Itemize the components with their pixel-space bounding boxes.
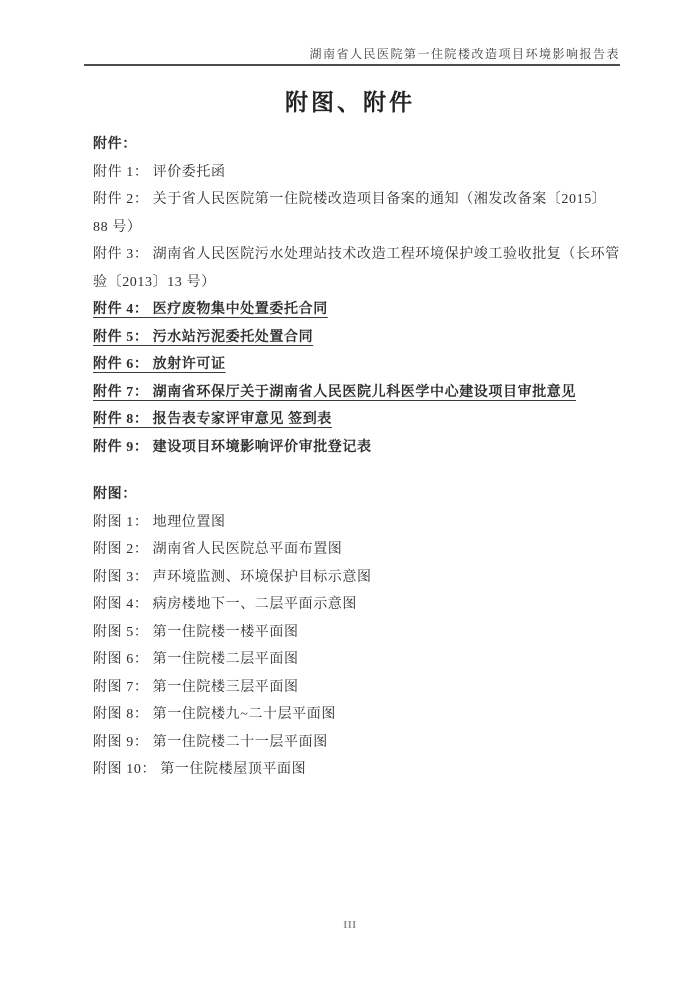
list-item [93, 296, 621, 324]
item-text: 湖南省人民医院总平面布置图 [152, 542, 343, 557]
item-text: 湖南省环保厅关于湖南省人民医院儿科医学中心建设项目审批意见 [152, 384, 577, 400]
item-text: 声环境监测、环境保护目标示意图 [152, 569, 372, 585]
list-item [93, 536, 621, 564]
item-text: 地理位置图 [152, 514, 226, 530]
item-text: 医疗废物集中处置委托合同 [152, 302, 328, 317]
item-text: 病房楼地下一、二层平面示意图 [152, 597, 358, 612]
item-label: 附件 8： [93, 412, 149, 427]
item-text: 第一住院楼三层平面图 [152, 679, 299, 695]
item-label: 附图 4： [93, 597, 149, 612]
page-content [93, 131, 621, 784]
list-item [93, 619, 621, 647]
header-title: 湖南省人民医院第一住院楼改造项目环境影响报告表 [309, 47, 620, 61]
item-text: 关于省人民医院第一住院楼改造项目备案的通知（湘发改备案〔2015〕88 号） [93, 192, 607, 235]
page-footer [0, 920, 700, 931]
item-label: 附图 5： [93, 624, 149, 640]
item-label: 附图 7： [93, 679, 149, 695]
list-item [93, 729, 621, 757]
list-item [93, 406, 621, 434]
list-item [93, 674, 621, 702]
item-text: 评价委托函 [152, 164, 226, 180]
item-label: 附图 9： [93, 734, 149, 750]
list-item [93, 591, 621, 619]
figures-section [93, 481, 621, 784]
item-label: 附件 1： [93, 164, 149, 180]
item-label: 附件 5： [93, 329, 149, 345]
item-text: 污水站污泥委托处置合同 [152, 329, 314, 345]
list-item [93, 434, 621, 462]
list-item [93, 159, 621, 187]
item-text: 第一住院楼一楼平面图 [152, 624, 299, 640]
item-label: 附件 4： [93, 302, 149, 317]
list-item [93, 379, 621, 407]
list-item [93, 324, 621, 352]
item-label: 附件 7： [93, 384, 149, 400]
item-label: 附图 1： [93, 514, 149, 530]
list-item [93, 241, 621, 296]
item-label: 附图 8： [93, 707, 149, 722]
item-label: 附件 2： [93, 192, 149, 207]
list-item [93, 186, 621, 241]
item-label: 附图 3： [93, 569, 149, 585]
item-label: 附图 6： [93, 652, 149, 667]
list-item [93, 701, 621, 729]
page-title: 附图、附件 [285, 90, 415, 115]
item-label: 附件 9： [93, 439, 149, 455]
item-text: 建设项目环境影响评价审批登记表 [152, 439, 372, 455]
list-item [93, 646, 621, 674]
attachments-heading: 附件： [93, 137, 137, 152]
item-text: 第一住院楼二层平面图 [152, 652, 299, 667]
item-text: 第一住院楼屋顶平面图 [160, 762, 307, 777]
item-text: 第一住院楼二十一层平面图 [152, 734, 328, 750]
page-header [84, 45, 620, 62]
item-label: 附件 3： [93, 247, 149, 262]
item-text: 湖南省人民医院污水处理站技术改造工程环境保护竣工验收批复（长环管验〔2013〕13 号） [93, 247, 620, 290]
list-item [93, 351, 621, 379]
list-item [93, 564, 621, 592]
page-number: III [343, 920, 357, 931]
item-text: 第一住院楼九~二十层平面图 [152, 707, 336, 722]
item-label: 附件 6： [93, 357, 149, 372]
item-text: 放射许可证 [152, 357, 226, 372]
list-item [93, 756, 621, 784]
header-divider [84, 64, 620, 66]
attachments-section [93, 131, 621, 461]
list-item [93, 509, 621, 537]
item-text: 报告表专家评审意见 签到表 [152, 412, 332, 427]
figures-heading: 附图： [93, 487, 137, 502]
item-label: 附图 2： [93, 542, 149, 557]
item-label: 附图 10： [93, 762, 157, 777]
